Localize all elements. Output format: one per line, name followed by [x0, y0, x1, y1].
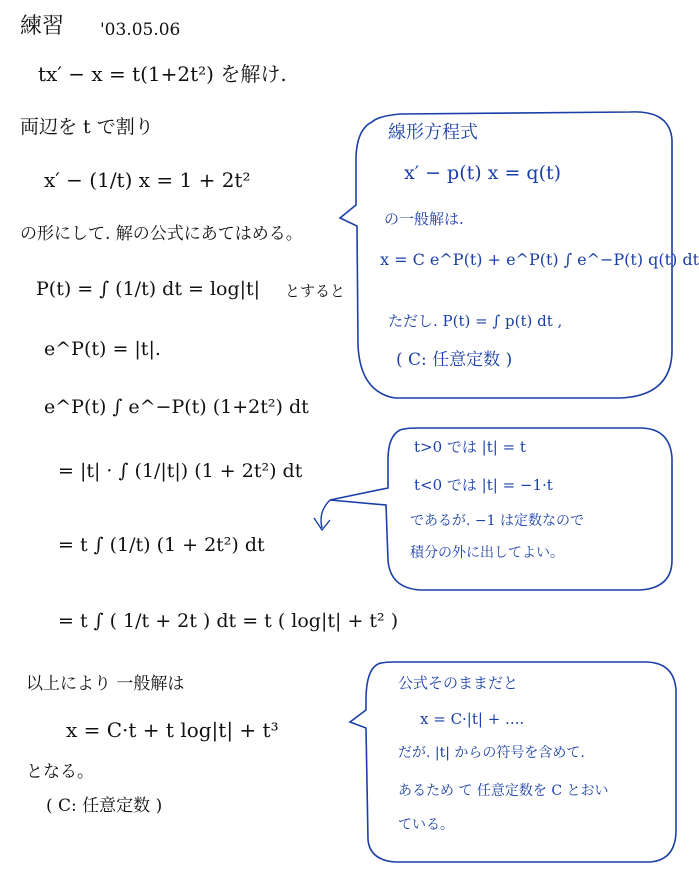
conclusion-naru: となる。 [26, 762, 94, 782]
step-line-3: = t ∫ ( 1/t + 2t ) dt = t ( log|t| + t² ) [58, 610, 399, 632]
bubble-2-line-3: であるが. −1 は定数なので [410, 513, 584, 529]
step-line-1: = |t| · ∫ (1/|t|) (1 + 2t²) dt [58, 460, 303, 482]
bubble-1-note: ただし. P(t) = ∫ p(t) dt , [388, 312, 563, 330]
bubble-1-constant: ( C: 任意定数 ) [396, 350, 513, 370]
step-divide: 両辺を t で割り [20, 116, 154, 138]
bubble-3-line-5: ている。 [398, 817, 454, 833]
date: '03.05.06 [100, 20, 181, 40]
problem-statement: tx′ − x = t(1+2t²) を解け. [38, 62, 287, 86]
bubble-1-lead: の一般解は. [384, 210, 464, 228]
general-solution: x = C·t + t log|t| + t³ [66, 718, 279, 742]
step-integral: e^P(t) ∫ e^−P(t) (1+2t²) dt [44, 396, 309, 418]
bubble-1-title: 線形方程式 [388, 122, 478, 143]
bubble-3-line-4: あるため て 任意定数を C とおい [398, 783, 609, 799]
bubble-2-arrow [314, 500, 330, 530]
step-line-2: = t ∫ (1/t) (1 + 2t²) dt [58, 534, 265, 556]
bubble-1-solution: x = C e^P(t) + e^P(t) ∫ e^−P(t) q(t) dt [380, 250, 699, 269]
constant-note: ( C: 任意定数 ) [46, 796, 163, 816]
step-P: P(t) = ∫ (1/t) dt = log|t| [36, 278, 261, 300]
bubble-2-line-1: t>0 では |t| = t [414, 438, 526, 456]
bubble-2-line-4: 積分の外に出してよい。 [410, 545, 564, 561]
conclusion-intro: 以上により 一般解は [26, 674, 185, 694]
bubble-2-line-2: t<0 では |t| = −1·t [414, 476, 553, 494]
step-P-note: とすると [285, 282, 346, 300]
bubble-1-equation: x′ − p(t) x = q(t) [404, 162, 562, 184]
step-form: の形にして. 解の公式にあてはめる。 [20, 224, 303, 244]
bubble-3-line-2: x = C·|t| + .... [420, 710, 525, 728]
bubble-3-line-3: だが. |t| からの符号を含めて. [398, 745, 585, 761]
bubble-3-line-1: 公式そのままだと [398, 674, 519, 692]
step-eP: e^P(t) = |t|. [44, 338, 161, 360]
page-title: 練習 [20, 14, 65, 39]
step-equation: x′ − (1/t) x = 1 + 2t² [44, 168, 251, 192]
